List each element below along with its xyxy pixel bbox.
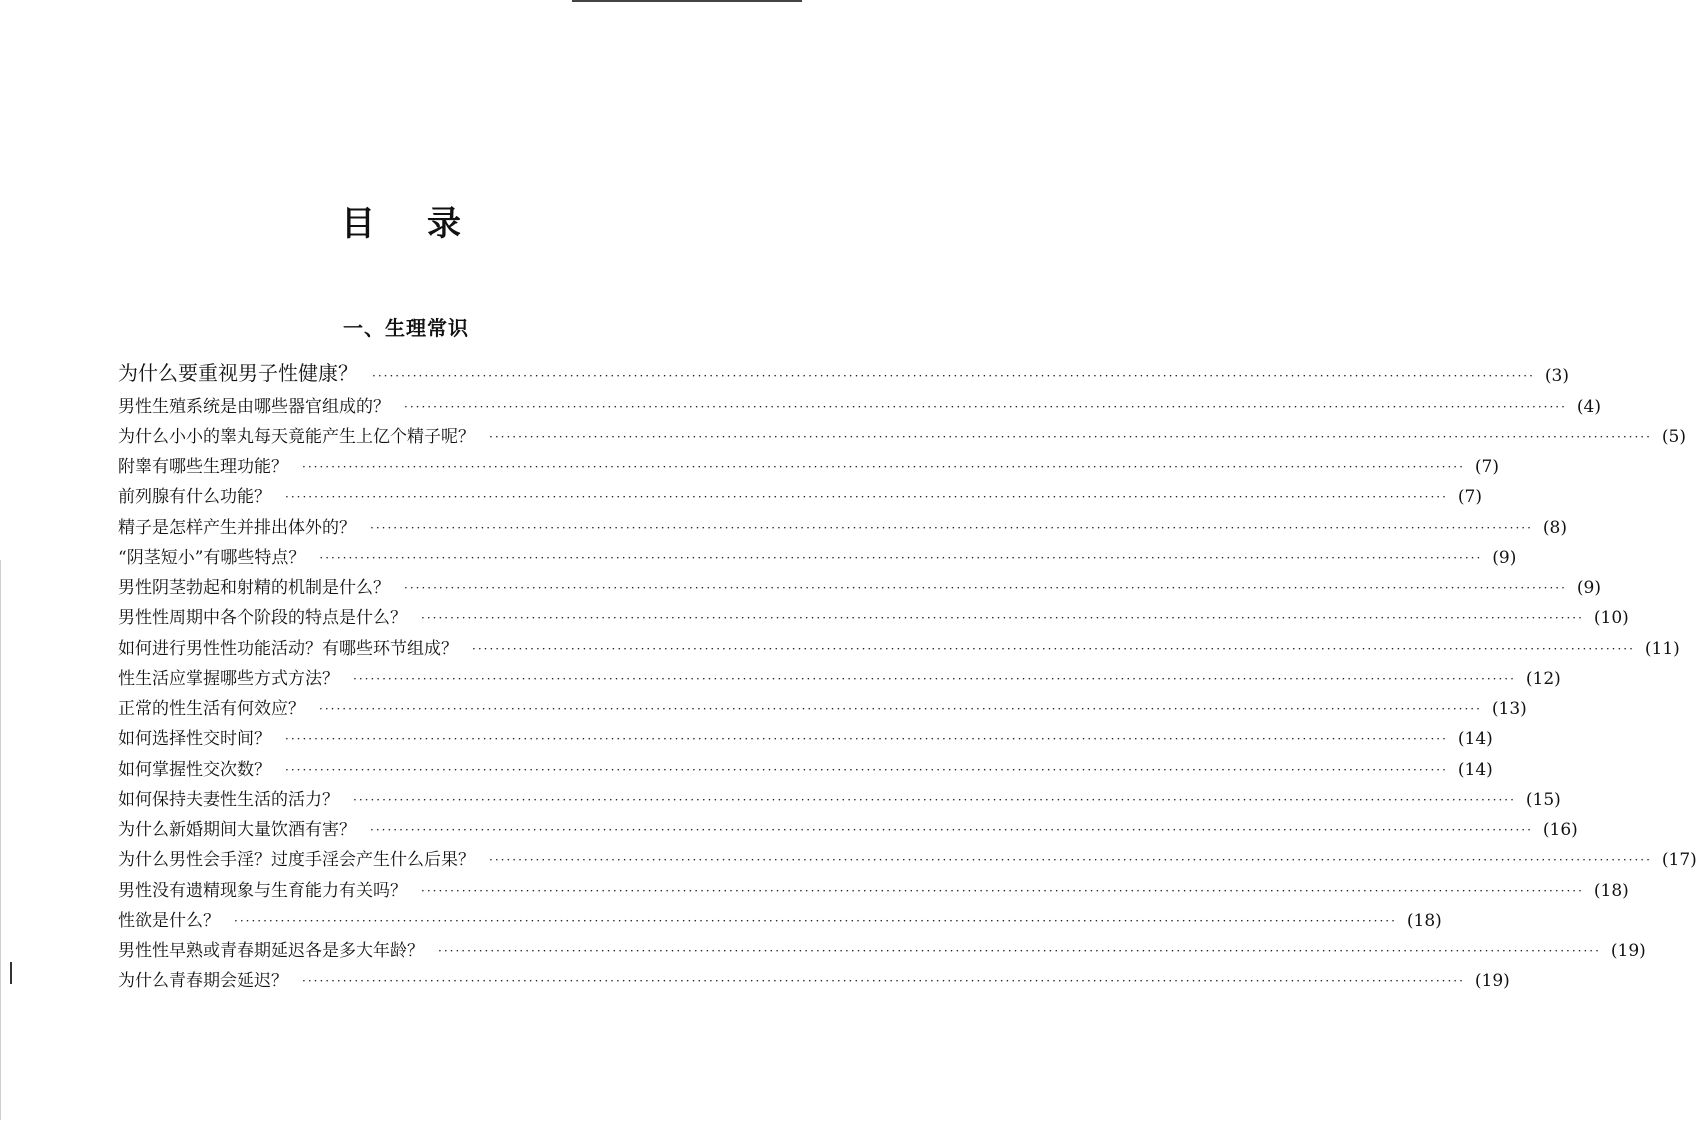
toc-entry[interactable] bbox=[118, 810, 1578, 840]
toc-entry[interactable] bbox=[118, 870, 1629, 901]
toc-page-number: ( 7 ) bbox=[1474, 457, 1499, 477]
dot-leader: ········································································································································································································ bbox=[353, 792, 1516, 807]
toc-entry-title: 男性生殖系统是由哪些器官组成的？ bbox=[118, 396, 390, 417]
toc-entry-title: 男性性周期中各个阶段的特点是什么？ bbox=[118, 608, 407, 629]
page-number-value: 12 bbox=[1532, 668, 1555, 689]
toc-entry-title: 为什么要重视男子性健康？ bbox=[118, 361, 358, 386]
dot-leader: ········································································································································································································ bbox=[372, 369, 1535, 384]
toc-page-number: ( 7 ) bbox=[1457, 487, 1482, 508]
page-number-value: 19 bbox=[1481, 971, 1504, 992]
toc-page-number: ( 4 ) bbox=[1576, 396, 1601, 417]
toc-entry[interactable] bbox=[118, 659, 1561, 689]
toc-entry-title: 为什么青春期会延迟？ bbox=[118, 971, 288, 992]
page-number-value: 9 bbox=[1583, 578, 1595, 598]
page-number-value: 19 bbox=[1617, 941, 1640, 961]
toc-page-number: ( 9 ) bbox=[1576, 578, 1601, 598]
dot-leader: ········································································································································································································ bbox=[421, 883, 1584, 898]
toc-entry-title: 性生活应掌握哪些方式方法？ bbox=[118, 668, 339, 689]
toc-entry[interactable] bbox=[118, 961, 1510, 992]
toc-entry-title: 精子是怎样产生并排出体外的？ bbox=[118, 517, 356, 538]
page-number-value: 3 bbox=[1551, 366, 1563, 387]
toc-entry-title: 如何掌握性交次数？ bbox=[118, 759, 271, 780]
toc-page-number: ( 14 ) bbox=[1457, 729, 1493, 750]
toc-entry[interactable] bbox=[118, 477, 1482, 508]
toc-entry[interactable] bbox=[118, 507, 1567, 538]
page-number-value: 7 bbox=[1481, 457, 1493, 477]
page-number-value: 13 bbox=[1498, 699, 1521, 719]
page-number-value: 7 bbox=[1464, 487, 1476, 508]
toc-entry-title: 如何进行男性性功能活动？有哪些环节组成？ bbox=[118, 638, 458, 659]
toc-entry[interactable] bbox=[118, 780, 1561, 810]
toc-entry[interactable] bbox=[118, 568, 1601, 598]
toc-entry-title: 为什么新婚期间大量饮酒有害？ bbox=[118, 820, 356, 840]
toc-entry-title: 附睾有哪些生理功能？ bbox=[118, 457, 288, 477]
toc-page-number: ( 9 ) bbox=[1492, 547, 1517, 568]
top-rule bbox=[572, 0, 802, 2]
page-number-value: 11 bbox=[1651, 638, 1674, 659]
toc-entry[interactable] bbox=[118, 840, 1697, 871]
dot-leader: ········································································································································································································ bbox=[285, 490, 1448, 505]
page-title: 目录 bbox=[341, 204, 513, 244]
toc-page-number: ( 17 ) bbox=[1661, 850, 1697, 871]
page-number-value: 9 bbox=[1498, 547, 1510, 568]
toc-entry[interactable] bbox=[118, 386, 1601, 417]
table-of-contents bbox=[118, 356, 1697, 992]
section-heading: 一、生理常识 bbox=[343, 316, 469, 340]
dot-leader: ········································································································································································································ bbox=[489, 853, 1652, 868]
page-number-value: 5 bbox=[1668, 426, 1680, 447]
dot-leader: ········································································································································································································ bbox=[302, 974, 1465, 989]
toc-entry[interactable] bbox=[118, 598, 1629, 629]
toc-entry-title: 前列腺有什么功能？ bbox=[118, 487, 271, 508]
dot-leader: ········································································································································································································ bbox=[489, 429, 1652, 444]
scan-mark bbox=[10, 962, 12, 984]
toc-entry-title: 男性阴茎勃起和射精的机制是什么？ bbox=[118, 578, 390, 598]
toc-page-number: ( 14 ) bbox=[1457, 759, 1493, 780]
toc-page-number: ( 15 ) bbox=[1525, 789, 1561, 810]
toc-entry[interactable] bbox=[118, 689, 1527, 719]
page-number-value: 18 bbox=[1413, 910, 1436, 931]
toc-entry-title: 如何选择性交时间？ bbox=[118, 729, 271, 750]
dot-leader: ········································································································································································································ bbox=[421, 611, 1584, 626]
toc-page-number: ( 19 ) bbox=[1610, 941, 1646, 961]
toc-page-number: ( 12 ) bbox=[1525, 668, 1561, 689]
toc-entry[interactable] bbox=[118, 719, 1493, 750]
dot-leader: ········································································································································································································ bbox=[319, 550, 1483, 565]
toc-page-number: ( 3 ) bbox=[1544, 366, 1569, 387]
dot-leader: ········································································································································································································ bbox=[370, 520, 1533, 535]
dot-leader: ········································································································································································································ bbox=[319, 702, 1482, 716]
toc-entry[interactable] bbox=[118, 356, 1569, 387]
page-number-value: 10 bbox=[1600, 608, 1623, 629]
page-number-value: 16 bbox=[1549, 820, 1572, 840]
dot-leader: ········································································································································································································ bbox=[285, 762, 1448, 777]
toc-entry-title: 男性性早熟或青春期延迟各是多大年龄？ bbox=[118, 941, 424, 961]
toc-entry-title: 正常的性生活有何效应？ bbox=[118, 699, 305, 719]
scan-margin-line bbox=[0, 560, 1, 1120]
toc-entry[interactable] bbox=[118, 417, 1686, 447]
toc-entry[interactable] bbox=[118, 931, 1646, 961]
toc-page-number: ( 13 ) bbox=[1491, 699, 1527, 719]
toc-page-number: ( 18 ) bbox=[1593, 880, 1629, 901]
dot-leader: ········································································································································································································ bbox=[472, 641, 1635, 656]
toc-entry[interactable] bbox=[118, 628, 1680, 659]
toc-page-number: ( 19 ) bbox=[1474, 971, 1510, 992]
page-number-value: 14 bbox=[1464, 729, 1487, 750]
page-number-value: 4 bbox=[1583, 396, 1595, 417]
toc-entry-title: 为什么小小的睾丸每天竟能产生上亿个精子呢？ bbox=[118, 426, 475, 447]
toc-entry-title: 性欲是什么？ bbox=[118, 910, 220, 931]
dot-leader: ········································································································································································································ bbox=[234, 913, 1397, 928]
toc-page-number: ( 8 ) bbox=[1542, 517, 1567, 538]
dot-leader: ········································································································································································································ bbox=[302, 460, 1465, 474]
page-number-value: 15 bbox=[1532, 789, 1555, 810]
toc-page-number: ( 16 ) bbox=[1542, 820, 1578, 840]
dot-leader: ········································································································································································································ bbox=[438, 944, 1601, 958]
toc-entry[interactable] bbox=[118, 538, 1517, 568]
toc-page-number: ( 11 ) bbox=[1644, 638, 1680, 659]
toc-entry[interactable] bbox=[118, 749, 1493, 780]
toc-page-number: ( 5 ) bbox=[1661, 426, 1686, 447]
toc-entry-title: 为什么男性会手淫？过度手淫会产生什么后果？ bbox=[118, 850, 475, 871]
toc-page-number: ( 18 ) bbox=[1406, 910, 1442, 931]
toc-entry-title: “阴茎短小”有哪些特点？ bbox=[118, 547, 306, 568]
dot-leader: ········································································································································································································ bbox=[404, 581, 1567, 595]
toc-entry-title: 男性没有遗精现象与生育能力有关吗？ bbox=[118, 880, 407, 901]
dot-leader: ········································································································································································································ bbox=[404, 399, 1567, 414]
toc-entry[interactable] bbox=[118, 901, 1442, 931]
dot-leader: ········································································································································································································ bbox=[285, 732, 1448, 747]
page-number-value: 14 bbox=[1464, 759, 1487, 780]
toc-entry[interactable] bbox=[118, 447, 1499, 477]
dot-leader: ········································································································································································································ bbox=[370, 823, 1533, 837]
toc-page-number: ( 10 ) bbox=[1593, 608, 1629, 629]
page-number-value: 8 bbox=[1549, 517, 1561, 538]
page-number-value: 17 bbox=[1668, 850, 1691, 871]
dot-leader: ········································································································································································································ bbox=[353, 671, 1516, 686]
toc-entry-title: 如何保持夫妻性生活的活力？ bbox=[118, 789, 339, 810]
page-number-value: 18 bbox=[1600, 880, 1623, 901]
